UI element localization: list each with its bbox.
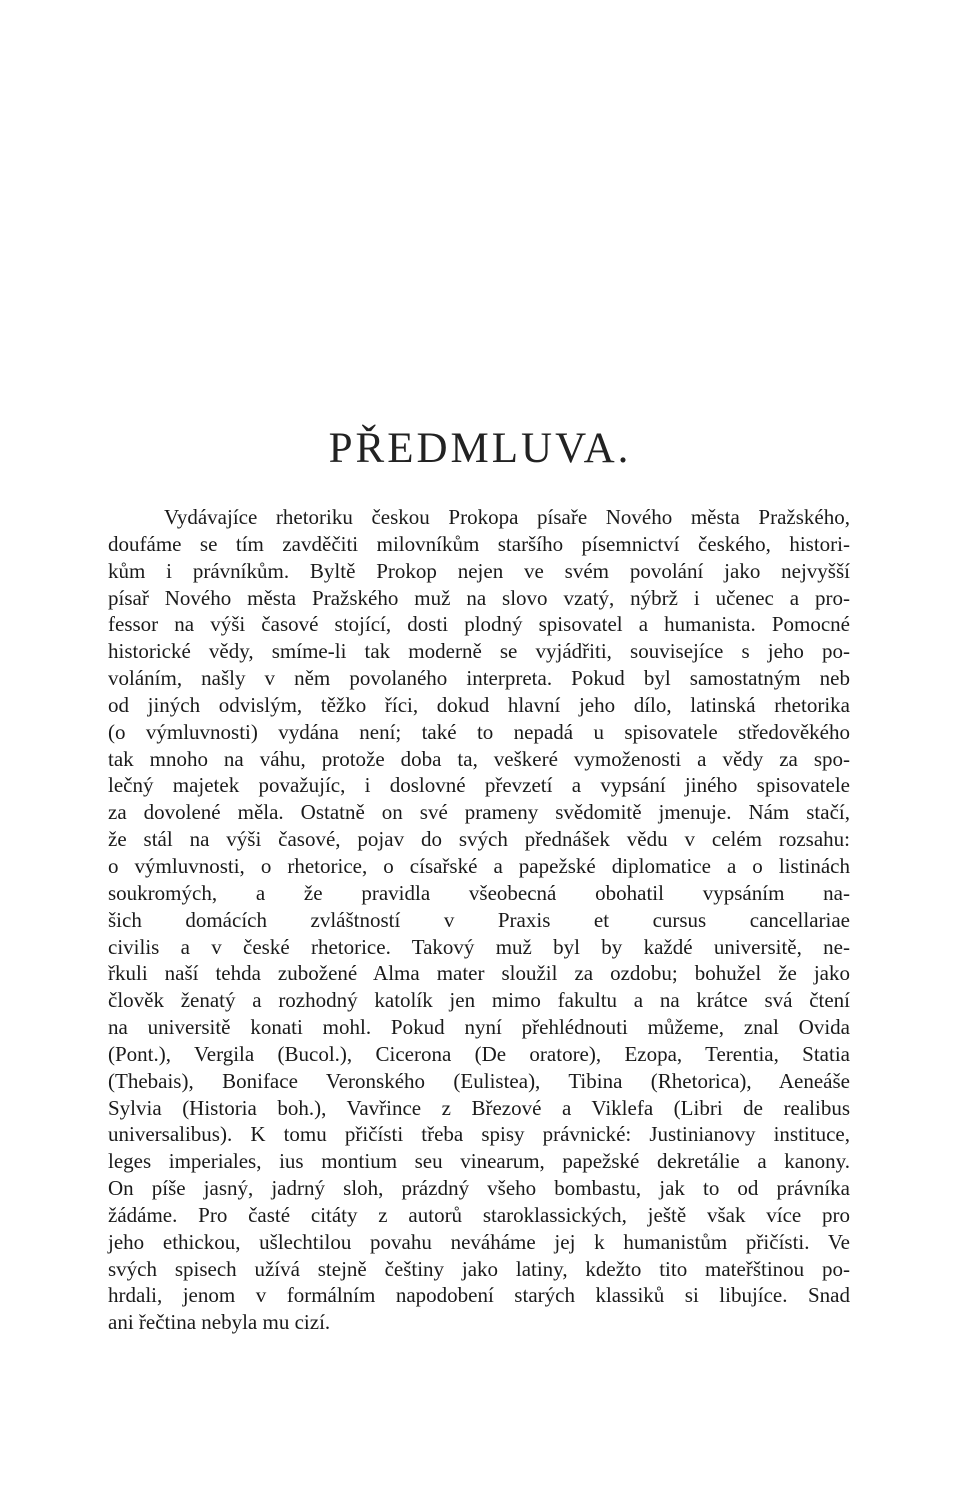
text-line: historické vědy, smíme-li tak moderně se vyjádřiti, souvisejíce s jeho po- <box>108 639 850 664</box>
text-line: lečný majetek považujíc, i doslovné převzetí a vypsání jiného spisovatele <box>108 773 850 798</box>
text-line: leges imperiales, ius montium seu vinearum, papežské dekretálie a kanony. <box>108 1149 850 1174</box>
text-line: že stál na výši časové, pojav do svých přednášek vědu v celém rozsahu: <box>108 827 850 852</box>
text-line: fessor na výši časové stojící, dosti plodný spisovatel a humanista. Pomocné <box>108 612 850 637</box>
text-line: soukromých, a že pravidla všeobecná obohatil vypsáním na- <box>108 880 850 905</box>
page-title: PŘEDMLUVA. <box>328 425 632 472</box>
text-line: tak mnoho na váhu, protože doba ta, veškeré vymoženosti a vědy za spo- <box>108 746 850 771</box>
text-line: civilis a v české rhetorice. Takový muž byl by každé universitě, ne- <box>108 934 850 959</box>
text-line: On píše jasný, jadrný sloh, prázdný všeho bombastu, jak to od právníka <box>108 1176 850 1201</box>
text-line: šich domácích zvláštností v Praxis et cursus cancellariae <box>108 907 850 932</box>
text-line: jeho ethickou, ušlechtilou povahu neváháme jej k humanistům přičísti. Ve <box>108 1229 850 1254</box>
text-line: žádáme. Pro časté citáty z autorů staroklassických, ještě však více pro <box>108 1202 850 1227</box>
text-line: hrdali, jenom v formálním napodobení starých klassiků si libujíce. Snad <box>108 1283 850 1308</box>
text-line: řkuli naší tehda zubožené Alma mater sloužil za ozdobu; bohužel že jako <box>108 961 850 986</box>
text-line: doufáme se tím zavděčiti milovníkům staršího písemnictví českého, histori- <box>108 531 850 556</box>
text-line: voláním, našly v něm povolaného interpreta. Pokud byl samostatným neb <box>108 666 850 691</box>
text-line: (Thebais), Boniface Veronského (Eulistea), Tibina (Rhetorica), Aeneáše <box>108 1068 850 1093</box>
text-line: svých spisech užívá stejně češtiny jako latiny, kdežto tito mateřštinou po- <box>108 1256 850 1281</box>
text-line: od jiných odvislým, těžko říci, dokud hlavní jeho dílo, latinská rhetorika <box>108 692 850 717</box>
text-line: (Pont.), Vergila (Bucol.), Cicerona (De oratore), Ezopa, Terentia, Statia <box>108 1041 850 1066</box>
text-line: na universitě konati mohl. Pokud nyní přehlédnouti můžeme, znal Ovida <box>108 1015 850 1040</box>
preface-body <box>108 504 850 1336</box>
text-line: universalibus). K tomu přičísti třeba spisy právnické: Justinianovy instituce, <box>108 1122 850 1147</box>
text-line: písař Nového města Pražského muž na slovo vzatý, nýbrž i učenec a pro- <box>108 585 850 610</box>
text-line: ani řečtina nebyla mu cizí. <box>108 1310 331 1335</box>
text-line: Vydávajíce rhetoriku českou Prokopa písaře Nového města Pražského, <box>164 505 850 529</box>
text-line: (o výmluvnosti) vydána není; také to nepadá u spisovatele středověkého <box>108 719 850 744</box>
text-line: Sylvia (Historia boh.), Vavřince z Březové a Viklefa (Libri de realibus <box>108 1095 850 1120</box>
text-line: o výmluvnosti, o rhetorice, o císařské a papežské diplomatice a o listinách <box>108 853 850 878</box>
text-line: za dovolené měla. Ostatně on své prameny svědomitě jmenuje. Nám stačí, <box>108 800 850 825</box>
text-line: kům i právníkům. Byltě Prokop nejen ve svém povolání jako nejvyšší <box>108 558 850 583</box>
text-line: člověk ženatý a rozhodný katolík jen mimo fakultu a na krátce svá čtení <box>108 988 850 1013</box>
